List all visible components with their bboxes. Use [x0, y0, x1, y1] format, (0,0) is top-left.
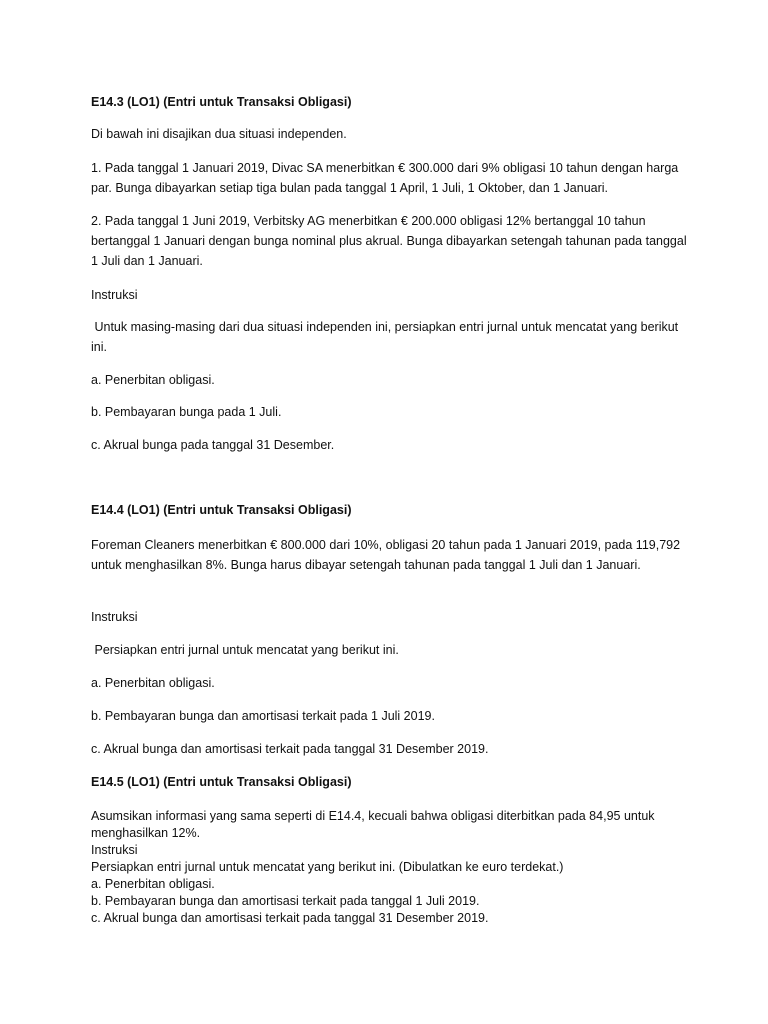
e14-5-item-a: a. Penerbitan obligasi.: [91, 877, 215, 891]
e14-3-instruksi-text: Untuk masing-masing dari dua situasi independen ini, persiapkan entri jurnal untuk mencatat yang berikut ini.: [91, 320, 682, 354]
e14-5-body: Asumsikan informasi yang sama seperti di E14.4, kecuali bahwa obligasi diterbitkan pada 84,95 untuk menghasilkan 12%.: [91, 809, 655, 840]
e14-4-instruksi-label: Instruksi: [91, 610, 138, 624]
e14-3-instruksi-label: Instruksi: [91, 288, 138, 302]
e14-4-heading: E14.4 (LO1) (Entri untuk Transaksi Obligasi): [91, 503, 352, 517]
e14-3-intro: Di bawah ini disajikan dua situasi independen.: [91, 127, 347, 141]
e14-5-instruksi-text: Persiapkan entri jurnal untuk mencatat yang berikut ini. (Dibulatkan ke euro terdekat.): [91, 860, 564, 874]
e14-3-item-b: b. Pembayaran bunga pada 1 Juli.: [91, 405, 282, 419]
e14-5-item-b: b. Pembayaran bunga dan amortisasi terkait pada tanggal 1 Juli 2019.: [91, 894, 480, 908]
e14-3-item-c: c. Akrual bunga pada tanggal 31 Desember.: [91, 438, 335, 452]
e14-3-heading: E14.3 (LO1) (Entri untuk Transaksi Obligasi): [91, 95, 352, 109]
e14-4-item-b: b. Pembayaran bunga dan amortisasi terkait pada 1 Juli 2019.: [91, 709, 435, 723]
e14-4-item-c: c. Akrual bunga dan amortisasi terkait pada tanggal 31 Desember 2019.: [91, 742, 489, 756]
e14-5-item-c: c. Akrual bunga dan amortisasi terkait pada tanggal 31 Desember 2019.: [91, 911, 489, 925]
e14-5-instruksi-label: Instruksi: [91, 843, 138, 857]
e14-4-body: Foreman Cleaners menerbitkan € 800.000 dari 10%, obligasi 20 tahun pada 1 Januari 2019, pada 119,792 untuk menghasilkan 8%. Bunga harus dibayar setengah tahunan pada tanggal 1 Juli dan 1 Januari.: [91, 538, 681, 572]
e14-3-item-a: a. Penerbitan obligasi.: [91, 373, 215, 387]
e14-3-situation-2: 2. Pada tanggal 1 Juni 2019, Verbitsky AG menerbitkan € 200.000 obligasi 12% bertanggal 10 tahun bertanggal 1 Januari dengan bunga nominal plus akrual. Bunga dibayarkan setengah tahunan pada tanggal 1 Juli dan 1 Januari.: [91, 214, 687, 268]
e14-4-item-a: a. Penerbitan obligasi.: [91, 676, 215, 690]
e14-5-heading: E14.5 (LO1) (Entri untuk Transaksi Obligasi): [91, 775, 352, 789]
e14-4-instruksi-text: Persiapkan entri jurnal untuk mencatat yang berikut ini.: [91, 643, 399, 657]
e14-3-situation-1: 1. Pada tanggal 1 Januari 2019, Divac SA menerbitkan € 300.000 dari 9% obligasi 10 tahun dengan harga par. Bunga dibayarkan setiap tiga bulan pada tanggal 1 April, 1 Juli, 1 Oktober, dan 1 Januari.: [91, 161, 679, 195]
